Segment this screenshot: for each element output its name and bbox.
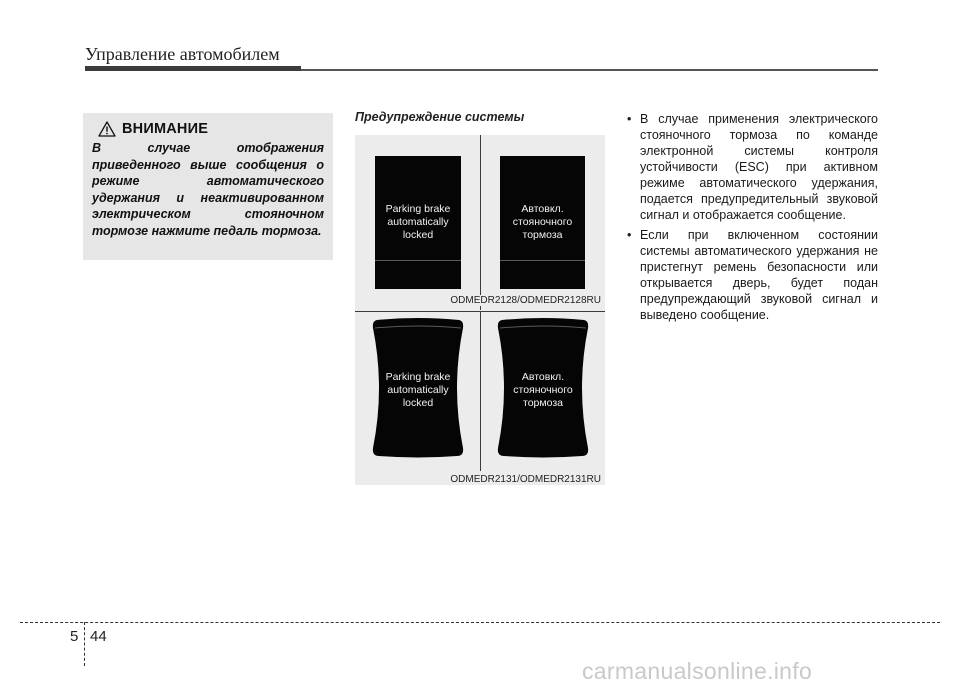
screen-bottom-right <box>508 350 578 430</box>
warning-text: В случае отображения приведенного выше сообщения о режиме автоматического удержания и неактивированном электрическом стояночном тормозе нажмите педаль тормоза. <box>92 141 324 238</box>
footer-divider <box>84 622 85 666</box>
screen-top-left <box>375 156 461 289</box>
figure-separator <box>355 311 605 312</box>
screen-separator <box>500 260 585 261</box>
screen-bottom-left <box>383 350 453 430</box>
header-title: Управление автомобилем <box>85 44 280 64</box>
message-line: automatically <box>387 383 449 396</box>
list-item <box>626 111 878 223</box>
bullet-text: В случае применения электрического стояночного тормоза по команде электронной системы контроля устойчивости (ESC) при активном режиме автоматического удержания, подается предупредительный звуковой сигнал и отображается сообщение. <box>640 112 878 222</box>
figure-divider-top <box>480 135 481 310</box>
bullet-text: Если при включенном состоянии системы автоматического удержания не пристегнут ремень безопасности или открывается дверь, будет подан предупреждающий звуковой сигнал и выведено сообщение. <box>640 228 878 322</box>
screen-top-right <box>500 156 585 289</box>
cluster-message-figure <box>355 135 605 485</box>
message-line: стояночного <box>513 383 573 396</box>
message-line: Parking brake <box>385 370 451 383</box>
warning-triangle-icon <box>98 121 116 137</box>
message-line: locked <box>402 229 434 241</box>
message-line: тормоза <box>522 229 563 241</box>
list-item <box>626 227 878 323</box>
header-bar <box>85 66 301 71</box>
message-line: стояночного <box>512 216 573 228</box>
figure-caption-bottom: ODMEDR2131/ODMEDR2131RU <box>450 474 601 485</box>
message-line: тормоза <box>523 396 563 409</box>
section-heading: Предупреждение системы <box>355 110 525 124</box>
message-line: Автовкл. <box>521 203 564 215</box>
bullet-icon: • <box>627 112 632 126</box>
figure-divider-bottom <box>480 311 481 471</box>
warning-header <box>98 121 324 137</box>
message-line: locked <box>402 396 434 409</box>
chapter-number: 5 <box>70 628 79 645</box>
figure-caption-top: ODMEDR2128/ODMEDR2128RU <box>450 295 601 306</box>
bullet-list <box>626 111 878 327</box>
warning-title: ВНИМАНИЕ <box>122 121 209 137</box>
message-line: automatically <box>387 216 449 228</box>
bullet-icon: • <box>627 228 632 242</box>
screen-separator <box>375 260 461 261</box>
header-rule <box>301 69 878 71</box>
warning-box <box>83 113 333 260</box>
message-line: Автовкл. <box>521 370 565 383</box>
message-line: Parking brake <box>385 203 451 215</box>
watermark: carmanualsonline.info <box>582 658 813 684</box>
footer-rule <box>20 622 940 623</box>
page-number: 44 <box>90 628 107 645</box>
